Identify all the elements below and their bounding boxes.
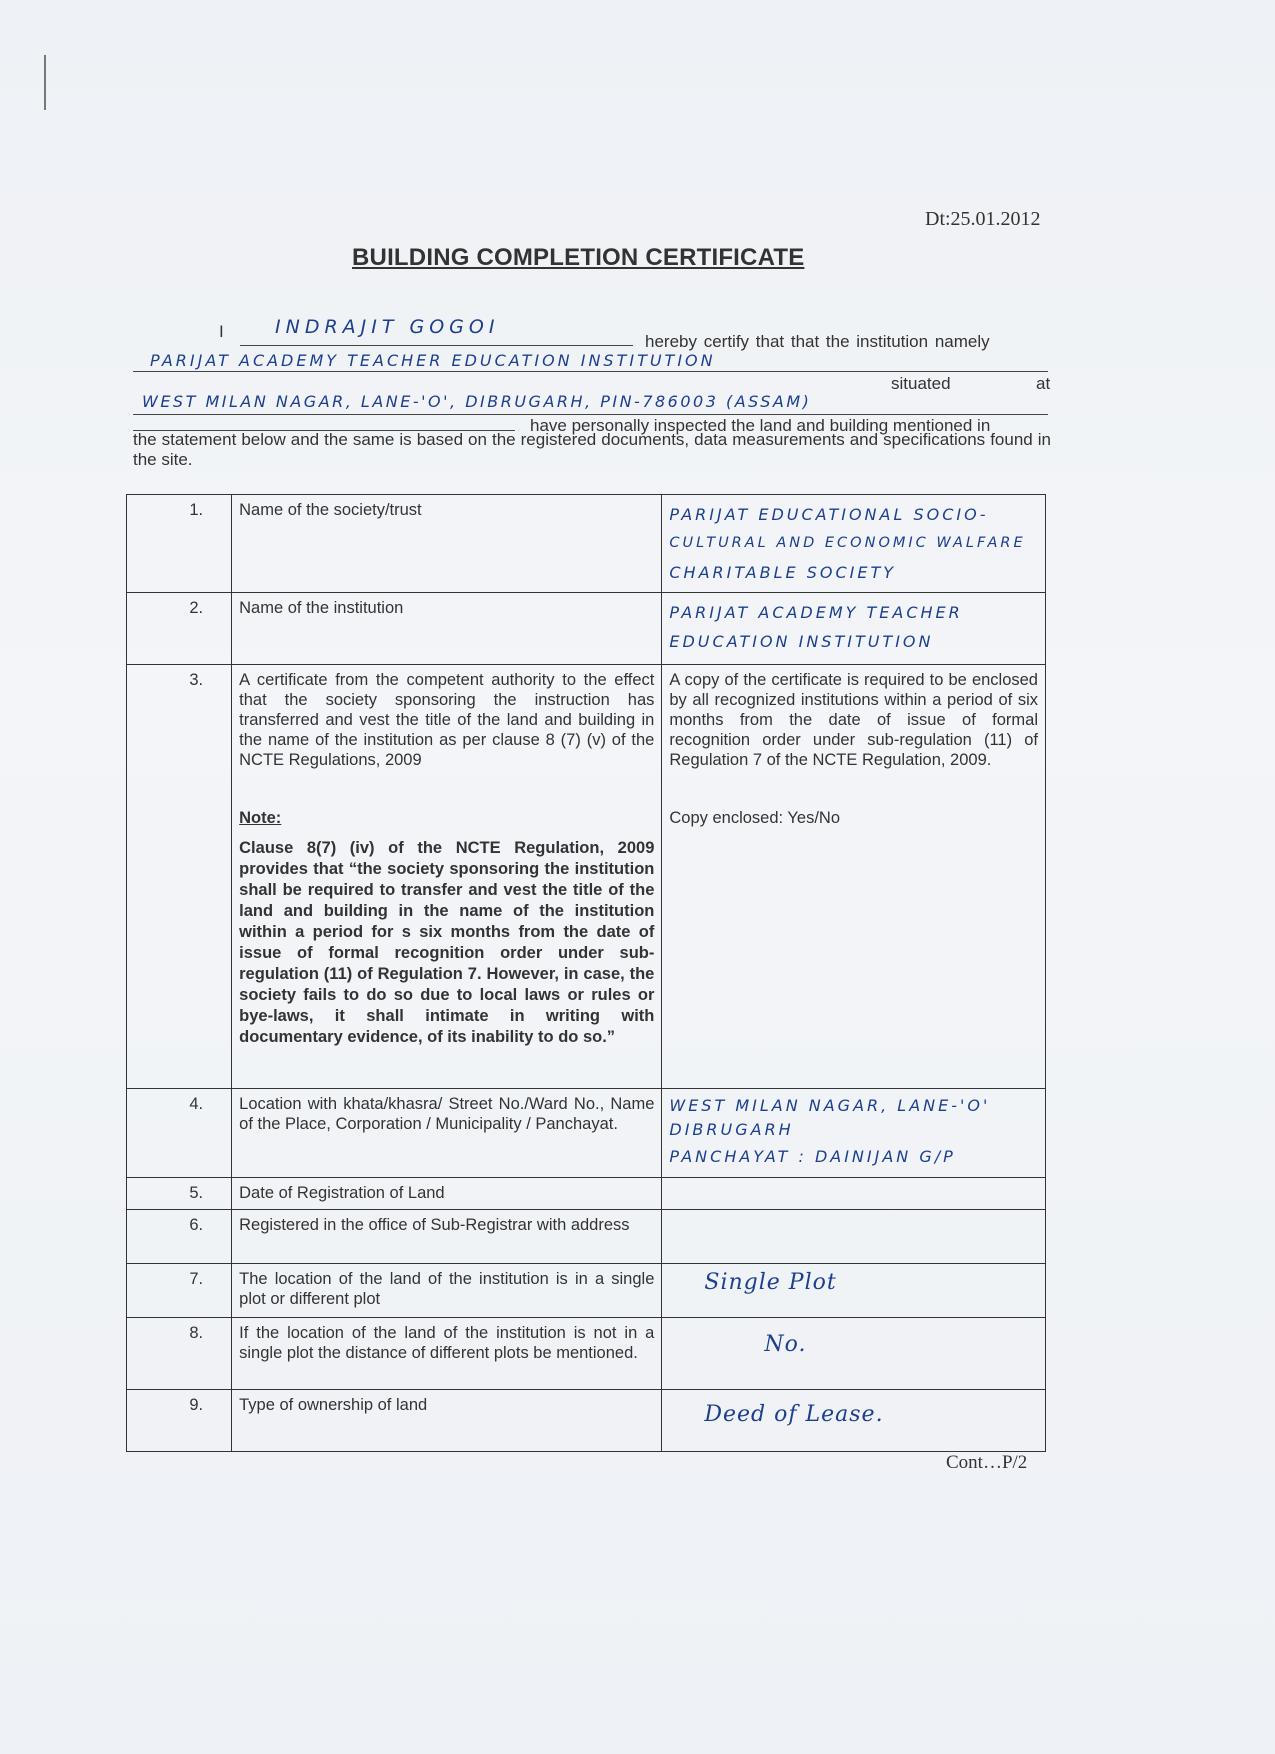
table-row bbox=[127, 1318, 1046, 1390]
row-description: The location of the land of the institution is in a single plot or different plot bbox=[232, 1264, 662, 1318]
row-number: 8. bbox=[127, 1318, 232, 1390]
certificate-requirement: A copy of the certificate is required to be enclosed by all recognized institutions within a period of six months from the date of issue of formal recognition order under sub-regulation (11) of Regulation 7 of the NCTE Regulation, 2009. bbox=[669, 671, 1038, 769]
row-response bbox=[662, 1210, 1046, 1264]
address: WEST MILAN NAGAR, LANE-'O', DIBRUGARH, PIN-786003 (ASSAM) bbox=[142, 392, 812, 411]
signatory-name: INDRAJIT GOGOI bbox=[275, 316, 500, 338]
row-description: Name of the society/trust bbox=[232, 495, 662, 593]
row-response bbox=[662, 593, 1046, 665]
table-row bbox=[127, 1210, 1046, 1264]
i-label: I bbox=[219, 322, 224, 341]
row-number: 2. bbox=[127, 593, 232, 665]
row-number: 9. bbox=[127, 1390, 232, 1452]
row-response bbox=[662, 1178, 1046, 1210]
row-response bbox=[662, 1089, 1046, 1178]
row-description bbox=[232, 665, 662, 1089]
at-label: at bbox=[1036, 374, 1051, 393]
institution-underline bbox=[133, 371, 1048, 372]
note-text: Clause 8(7) (iv) of the NCTE Regulation, 2009 provides that “the society sponsoring the institution shall be required to transfer and vest the title of the land and building in the name of the institution within a period for s six months from the date of issue of formal recognition order under sub-regulation (11) of Regulation 7. However, in case, the society fails to do so due to local laws or rules or bye-laws, it shall intimate in writing with documentary evidence, of its inability to do so.” bbox=[239, 839, 655, 1046]
table-row bbox=[127, 1178, 1046, 1210]
note-label: Note: bbox=[239, 809, 282, 827]
document-date: Dt:25.01.2012 bbox=[925, 208, 1041, 230]
certificate-table bbox=[126, 494, 1046, 1452]
row-response bbox=[662, 1318, 1046, 1390]
table-row bbox=[127, 665, 1046, 1089]
row-number: 4. bbox=[127, 1089, 232, 1178]
row-description: Location with khata/khasra/ Street No./Ward No., Name of the Place, Corporation / Municipality / Panchayat. bbox=[232, 1089, 662, 1178]
response-line: PARIJAT EDUCATIONAL SOCIO- bbox=[669, 505, 989, 524]
row-response bbox=[662, 1390, 1046, 1452]
row-response bbox=[662, 665, 1046, 1089]
response-line: PARIJAT ACADEMY TEACHER bbox=[669, 603, 963, 622]
statement-text: the statement below and the same is based on the registered documents, data measurements and specifications found in the site. bbox=[133, 430, 1051, 469]
certify-text: hereby certify that that the institution namely bbox=[645, 332, 990, 351]
table-row bbox=[127, 593, 1046, 665]
row-number: 6. bbox=[127, 1210, 232, 1264]
certificate-title: BUILDING COMPLETION CERTIFICATE bbox=[352, 244, 805, 271]
response-line: CHARITABLE SOCIETY bbox=[669, 563, 896, 582]
row-number: 7. bbox=[127, 1264, 232, 1318]
row-response bbox=[662, 495, 1046, 593]
scan-margin-mark bbox=[44, 55, 46, 110]
row-number: 5. bbox=[127, 1178, 232, 1210]
address-underline bbox=[133, 414, 1048, 415]
row-description: Date of Registration of Land bbox=[232, 1178, 662, 1210]
response-line: PANCHAYAT : DAINIJAN G/P bbox=[669, 1147, 956, 1166]
row-description: Registered in the office of Sub-Registrar with address bbox=[232, 1210, 662, 1264]
row-description: If the location of the land of the institution is not in a single plot the distance of different plots be mentioned. bbox=[232, 1318, 662, 1390]
table-row bbox=[127, 1390, 1046, 1452]
continued-marker: Cont…P/2 bbox=[946, 1452, 1028, 1473]
response-line: CULTURAL AND ECONOMIC WALFARE bbox=[669, 535, 1026, 551]
row-response bbox=[662, 1264, 1046, 1318]
ownership-answer: Deed of Lease. bbox=[704, 1402, 884, 1427]
row-number: 1. bbox=[127, 495, 232, 593]
table-row bbox=[127, 495, 1046, 593]
name-underline bbox=[240, 345, 633, 346]
clause-text: A certificate from the competent authority to the effect that the society sponsoring the instruction has transferred and vest the title of the land and building in the name of the institution as per clause 8 (7) (v) of the NCTE Regulations, 2009 bbox=[239, 671, 655, 769]
distance-answer: No. bbox=[764, 1332, 807, 1357]
row-description: Name of the institution bbox=[232, 593, 662, 665]
row-description: Type of ownership of land bbox=[232, 1390, 662, 1452]
single-plot-answer: Single Plot bbox=[704, 1270, 837, 1295]
response-line: EDUCATION INSTITUTION bbox=[669, 632, 934, 651]
copy-enclosed: Copy enclosed: Yes/No bbox=[669, 809, 840, 827]
table-row bbox=[127, 1264, 1046, 1318]
response-line: DIBRUGARH bbox=[669, 1120, 794, 1139]
inspected-text: have personally inspected the land and building mentioned in bbox=[530, 416, 991, 435]
row-number: 3. bbox=[127, 665, 232, 1089]
table-row bbox=[127, 1089, 1046, 1178]
institution-name: PARIJAT ACADEMY TEACHER EDUCATION INSTITUTION bbox=[150, 351, 716, 370]
response-line: WEST MILAN NAGAR, LANE-'O' bbox=[669, 1096, 991, 1115]
situated-label: situated bbox=[891, 374, 951, 393]
